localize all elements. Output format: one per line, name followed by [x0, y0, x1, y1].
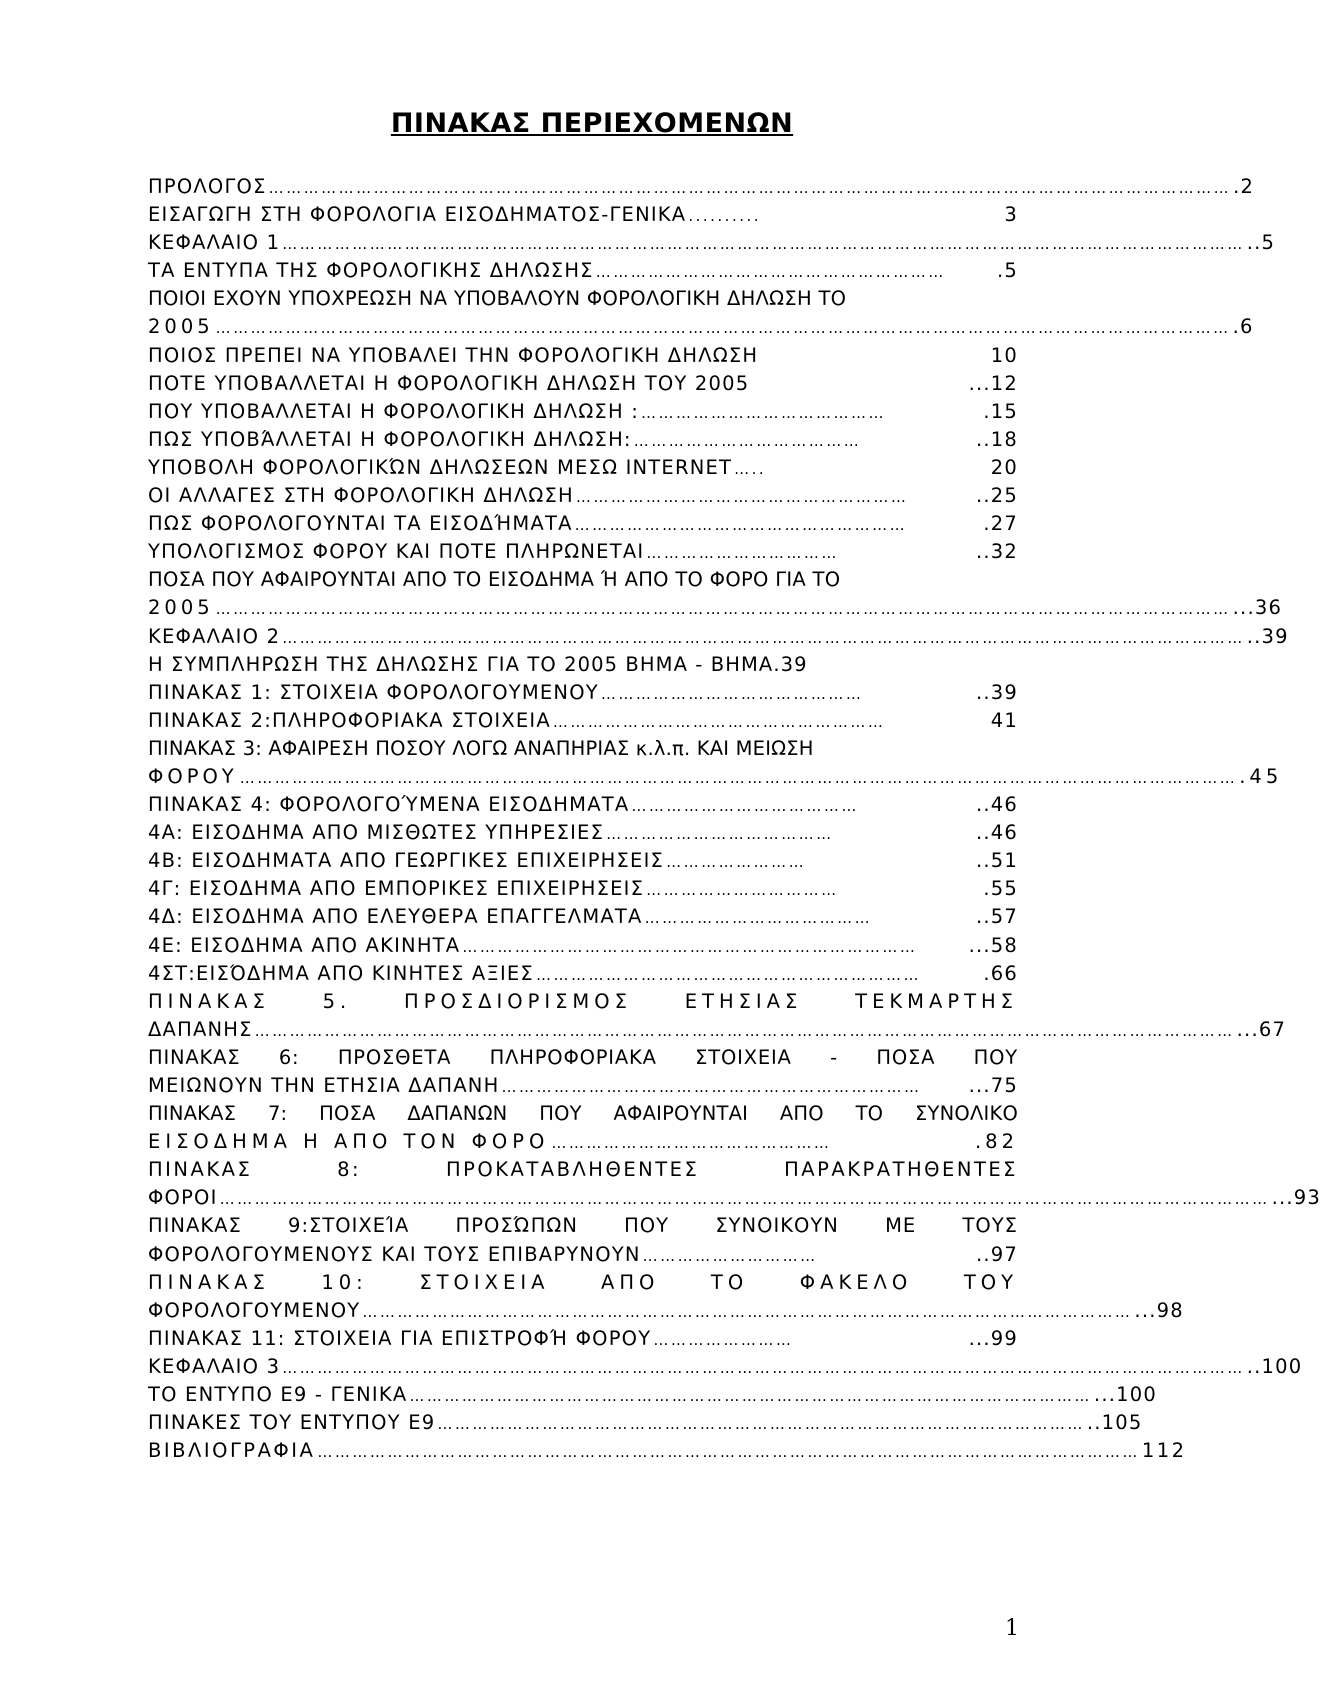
toc-leader-dots: …………………………………………	[551, 1134, 832, 1153]
toc-entry	[148, 932, 1018, 960]
toc-entry-label: ΦΟΡΟΥ	[148, 764, 238, 788]
toc-entry-label: ΒΙΒΛΙΟΓΡΑΦΙΑ	[148, 1439, 316, 1463]
toc-entry-label: 4Β: ΕΙΣΟΔΗΜΑΤΑ ΑΠΟ ΓΕΩΡΓΙΚΕΣ ΕΠΙΧΕΙΡΗΣΕΙΣ	[148, 849, 665, 873]
toc-entry-label: ΠΙΝΑΚΑΣ 11: ΣΤΟΙΧΕΙΑ ΓΙΑ ΕΠΙΣΤΡΟΦΉ ΦΟΡΟΥ	[148, 1326, 652, 1350]
toc-entry-label: 4Α: ΕΙΣΟΔΗΜΑ ΑΠΟ ΜΙΣΘΩΤΕΣ ΥΠΗΡΕΣΙΕΣ	[148, 821, 605, 845]
toc-entry-page: ..25	[975, 484, 1018, 508]
toc-entry	[148, 510, 1018, 538]
toc-leader-dots: ……………………………………………………………………	[462, 937, 918, 956]
toc-entry-label: ΕΙΣΟΔΗΜΑ Η ΑΠΟ ΤΟΝ ΦΟΡΟ	[148, 1130, 550, 1154]
toc-entry-label: 2005	[148, 315, 214, 339]
toc-leader-dots: …………………………………………………………………………………………………	[437, 1415, 1085, 1434]
toc-entry-line: ΠΙΝΑΚΑΣ 3: ΑΦΑΙΡΕΣΗ ΠΟΣΟΥ ΛΟΓΩ ΑΝΑΠΗΡΙΑΣ κ.λ.π. ΚΑΙ ΜΕΙΩΣΗ	[148, 736, 814, 760]
toc-entry-line: ΠΙΝΑΚΑΣ 9:ΣΤΟΙΧΕΊΑ ΠΡΟΣΏΠΩΝ ΠΟΥ ΣΥΝΟΙΚΟΥΝ ΜΕ ΤΟΥΣ	[148, 1214, 1018, 1238]
toc-entry-page: .82	[974, 1130, 1018, 1154]
toc-entry	[148, 707, 1018, 735]
toc-entry-label: 4ΣΤ:ΕΙΣΌΔΗΜΑ ΑΠΟ ΚΙΝΗΤΕΣ ΑΞΙΕΣ	[148, 961, 534, 985]
toc-entry-page: ...98	[1134, 1298, 1184, 1322]
toc-entry-page: ...93	[1271, 1186, 1321, 1210]
toc-entry-page: .15	[983, 399, 1018, 423]
toc-entry	[148, 1353, 1303, 1381]
toc-entry-label: ΦΟΡΟΙ	[148, 1186, 218, 1210]
toc-entry-line: ΠΟΙΟΙ ΕΧΟΥΝ ΥΠΟΧΡΕΩΣΗ ΝΑ ΥΠΟΒΑΛΟΥΝ ΦΟΡΟΛΟΓΙΚΗ ΔΗΛΩΣΗ ΤΟ	[148, 287, 847, 311]
toc-leader-dots: ………………………………………………………………	[501, 1078, 922, 1096]
toc-entry-page: ..39	[975, 680, 1018, 704]
toc-entry	[148, 1325, 1018, 1353]
page-title: ΠΙΝΑΚΑΣ ΠΕΡΙΕΧΟΜΕΝΩΝ	[390, 108, 794, 139]
toc-entry-page: ..57	[975, 905, 1018, 929]
toc-entry-label: ΠΙΝΑΚΕΣ ΤΟΥ ΕΝΤΥΠΟΥ Ε9	[148, 1411, 436, 1435]
toc-entry	[148, 903, 1018, 931]
toc-leader-dots: ……………………………………………………………………………………………………………………	[362, 1302, 1133, 1321]
toc-entry-page: .6	[1232, 315, 1254, 339]
toc-entry-label: 4Γ: ΕΙΣΟΔΗΜΑ ΑΠΟ ΕΜΠΟΡΙΚΕΣ ΕΠΙΧΕΙΡΗΣΕΙΣ	[148, 877, 645, 901]
toc-entry-label: ΔΑΠΑΝΗΣ	[148, 1017, 253, 1041]
toc-entry-page: ..100	[1246, 1354, 1303, 1378]
toc-entry-line: Η ΣΥΜΠΛΗΡΩΣΗ ΤΗΣ ΔΗΛΩΣΗΣ ΓΙΑ ΤΟ 2005 ΒΗΜΑ - ΒΗΜΑ.39	[148, 652, 808, 676]
toc-entry-label: ΚΕΦΑΛΑΙΟ 2	[148, 624, 281, 648]
toc-entry-label: ΠΙΝΑΚΑΣ 2:ΠΛΗΡΟΦΟΡΙΑΚΑ ΣΤΟΙΧΕΙΑ	[148, 708, 551, 732]
toc-leader-dots: ……………………………………………………	[595, 263, 946, 282]
toc-entry-page: ..46	[975, 821, 1018, 845]
toc-entry	[148, 370, 1018, 398]
toc-entry	[148, 960, 1018, 988]
toc-leader-dots: …………………………………	[633, 431, 862, 450]
toc-entry-label: ΤΑ ΕΝΤΥΠΑ ΤΗΣ ΦΟΡΟΛΟΓΙΚΗΣ ΔΗΛΩΣΗΣ	[148, 259, 594, 283]
toc-entry	[148, 1241, 1018, 1269]
toc-entry	[148, 201, 1018, 229]
toc-entry-page: ...67	[1236, 1017, 1287, 1041]
toc-entry-label: ΠΟΥ ΥΠΟΒΑΛΛΕΤΑΙ Η ΦΟΡΟΛΟΓΙΚΗ ΔΗΛΩΣΗ :	[148, 399, 639, 423]
toc-leader-dots: …………………………………………………………………………………………………………………………………………………………	[215, 319, 1231, 338]
toc-entry-label: ΠΟΤΕ ΥΠΟΒΑΛΛΕΤΑΙ Η ΦΟΡΟΛΟΓΙΚΗ ΔΗΛΩΣΗ ΤΟΥ 2005	[148, 371, 750, 395]
toc-entry	[148, 1184, 1321, 1212]
toc-entry-page: ..105	[1086, 1411, 1143, 1435]
toc-entry-line: ΠΙΝΑΚΑΣ 7: ΠΟΣΑ ΔΑΠΑΝΩΝ ΠΟΥ ΑΦΑΙΡΟΥΝΤΑΙ ΑΠΟ ΤΟ ΣΥΝΟΛΙΚΟ	[148, 1102, 1018, 1126]
toc-leader-dots: …………………………………………………………………………………………………………………………………………………	[282, 1358, 1245, 1377]
toc-entry-page: ..5	[1246, 231, 1276, 255]
toc-entry-line: ΠΙΝΑΚΑΣ 8: ΠΡΟΚΑΤΑΒΛΗΘΕΝΤΕΣ ΠΑΡΑΚΡΑΤΗΘΕΝΤΕΣ	[148, 1158, 1018, 1182]
toc-entry-label: ΚΕΦΑΛΑΙΟ 1	[148, 231, 281, 255]
toc-entry-page: .66	[983, 961, 1018, 985]
toc-leader-dots: …………………………	[642, 1246, 818, 1265]
toc-leader-dots: ………………………………………………………………………………………………………	[409, 1387, 1092, 1406]
toc-entry-label: 2005	[148, 596, 214, 620]
toc-entry	[148, 1016, 1287, 1044]
toc-leader-dots: ………………………………………	[600, 684, 864, 703]
toc-leader-dots: ..........	[688, 207, 762, 226]
toc-leader-dots: …………………………………	[631, 797, 859, 816]
toc-entry-label: 4Ε: ΕΙΣΟΔΗΜΑ ΑΠΟ ΑΚΙΝΗΤΑ	[148, 933, 461, 957]
toc-entry-page: .5	[996, 259, 1018, 283]
toc-entry	[148, 679, 1018, 707]
toc-entry-label: 4Δ: ΕΙΣΟΔΗΜΑ ΑΠΟ ΕΛΕΥΘΕΡΑ ΕΠΑΓΓΕΛΜΑΤΑ	[148, 905, 643, 929]
toc-entry-page: ..39	[1246, 624, 1289, 648]
toc-entry-page: 10	[990, 343, 1018, 367]
toc-entry-page: ..46	[975, 793, 1018, 817]
toc-entry-page: ..51	[975, 849, 1018, 873]
toc-leader-dots: …………………………………………………………………………………………………………………………………………………	[282, 628, 1245, 647]
toc-entry-label: ΕΙΣΑΓΩΓΗ ΣΤΗ ΦΟΡΟΛΟΓΙΑ ΕΙΣΟΔΗΜΑΤΟΣ-ΓΕΝΙΚΑ	[148, 203, 687, 227]
toc-entry-page: ...36	[1232, 596, 1283, 620]
toc-entry-label: ΥΠΟΛΟΓΙΣΜΟΣ ΦΟΡΟΥ ΚΑΙ ΠΟΤΕ ΠΛΗΡΩΝΕΤΑΙ	[148, 540, 645, 564]
toc-entry	[148, 623, 1289, 651]
toc-entry-page: ...75	[968, 1074, 1018, 1097]
toc-entry-label: ΠΙΝΑΚΑΣ 4: ΦΟΡΟΛΟΓΟΎΜΕΝΑ ΕΙΣΟΔΗΜΑΤΑ	[148, 793, 630, 817]
toc-entry-label: ΠΡΟΛΟΓΟΣ	[148, 175, 267, 198]
toc-entry	[148, 313, 1254, 341]
toc-entry	[148, 1409, 1143, 1437]
toc-entry-label: ΚΕΦΑΛΑΙΟ 3	[148, 1354, 281, 1378]
toc-entry-page: 20	[990, 455, 1018, 479]
toc-entry-page: .45	[1239, 764, 1283, 788]
toc-leader-dots: …………………………………………………	[574, 516, 908, 535]
toc-leader-dots: ……………………………………	[640, 403, 886, 422]
toc-entry-page: .55	[983, 877, 1018, 901]
toc-leader-dots: ……………………………………………………………………………………………………………………………………………………	[254, 1021, 1235, 1040]
toc-entry	[148, 229, 1276, 257]
toc-entry-label: ΠΟΙΟΣ ΠΡΕΠΕΙ ΝΑ ΥΠΟΒΑΛΕΙ ΤΗΝ ΦΟΡΟΛΟΓΙΚΗ ΔΗΛΩΣΗ	[148, 343, 759, 367]
table-of-contents	[148, 173, 1321, 1465]
toc-leader-dots: …………………………………………………………	[535, 965, 921, 984]
toc-entry-label: ΠΩΣ ΦΟΡΟΛΟΓΟΥΝΤΑΙ ΤΑ ΕΙΣΟΔΉΜΑΤΑ	[148, 512, 573, 536]
toc-leader-dots: ………………………………………………………………………………………………………………………………………………………………	[219, 1190, 1270, 1209]
toc-entry-label: ΦΟΡΟΛΟΓΟΥΜΕΝΟΥΣ ΚΑΙ ΤΟΥΣ ΕΠΙΒΑΡΥΝΟΥΝ	[148, 1242, 641, 1266]
toc-entry-page: .2	[1233, 175, 1255, 198]
toc-entry-label: ΦΟΡΟΛΟΓΟΥΜΕΝΟΥ	[148, 1298, 361, 1322]
toc-entry-label: ΠΙΝΑΚΑΣ 1: ΣΤΟΙΧΕΙΑ ΦΟΡΟΛΟΓΟΥΜΕΝΟΥ	[148, 680, 599, 704]
toc-entry-page: 112	[1141, 1439, 1187, 1463]
toc-entry	[148, 1381, 1157, 1409]
toc-entry-label: ΟΙ ΑΛΛΑΓΕΣ ΣΤΗ ΦΟΡΟΛΟΓΙΚΗ ΔΗΛΩΣΗ	[148, 484, 574, 508]
toc-entry-page: .27	[983, 512, 1018, 536]
toc-entry-page: ...99	[968, 1326, 1018, 1350]
toc-entry	[148, 454, 1018, 482]
toc-entry	[148, 538, 1018, 566]
toc-entry	[148, 594, 1283, 622]
toc-entry-page: ...100	[1093, 1383, 1157, 1407]
toc-entry-label: ΥΠΟΒΟΛΗ ΦΟΡΟΛΟΓΙΚΏΝ ΔΗΛΩΣΕΩΝ ΜΕΣΩ INTERNET	[148, 455, 733, 479]
toc-entry	[148, 398, 1018, 426]
toc-entry	[148, 257, 1018, 285]
toc-entry-page: 41	[990, 708, 1018, 732]
toc-entry-page: ..18	[975, 427, 1018, 451]
toc-leader-dots: …………………………………	[606, 825, 834, 844]
toc-entry-page: ...12	[968, 371, 1018, 395]
toc-leader-dots: …………………………………………………………………………………………………………………………………………………………	[215, 600, 1231, 619]
toc-leader-dots: ……………………	[653, 1330, 794, 1349]
toc-entry-label: ΠΩΣ ΥΠΟΒΆΛΛΕΤΑΙ Η ΦΟΡΟΛΟΓΙΚΗ ΔΗΛΩΣΗ:	[148, 427, 632, 451]
toc-leader-dots: …………………………………………………	[552, 712, 886, 731]
toc-entry-page: ...58	[968, 933, 1018, 957]
toc-entry	[148, 847, 1018, 875]
toc-leader-dots: …………………………………………………………………………………………………………………………………………………	[268, 179, 1232, 197]
toc-leader-dots: ………………………………………………………………………………………………………………………………………………………	[239, 768, 1238, 787]
toc-leader-dots: ……………………………	[646, 544, 839, 563]
toc-entry	[148, 1072, 1018, 1100]
page-number: 1	[1005, 1616, 1019, 1641]
toc-leader-dots: …………………………………………………………………………………………………………………………………………………	[282, 235, 1245, 254]
toc-entry	[148, 173, 1255, 201]
toc-leader-dots: ……………………………………………………………………………………………………………………………	[317, 1443, 1140, 1462]
toc-entry	[148, 819, 1018, 847]
toc-leader-dots: …..	[734, 459, 767, 478]
toc-entry-line: ΠΙΝΑΚΑΣ 10: ΣΤΟΙΧΕΙΑ ΑΠΟ ΤΟ ΦΑΚΕΛΟ ΤΟΥ	[148, 1270, 1018, 1294]
toc-entry	[148, 1437, 1187, 1465]
toc-entry-page: 3	[1004, 203, 1018, 227]
toc-entry-line: ΠΙΝΑΚΑΣ 5. ΠΡΟΣΔΙΟΡΙΣΜΟΣ ΕΤΗΣΙΑΣ ΤΕΚΜΑΡΤΗΣ	[148, 989, 1018, 1013]
toc-entry-line: ΠΙΝΑΚΑΣ 6: ΠΡΟΣΘΕΤΑ ΠΛΗΡΟΦΟΡΙΑΚΑ ΣΤΟΙΧΕΙΑ - ΠΟΣΑ ΠΟΥ	[148, 1045, 1018, 1069]
toc-entry	[148, 342, 1018, 370]
toc-entry-page: ..32	[975, 540, 1018, 564]
toc-leader-dots: …………………………………………………	[575, 488, 909, 507]
toc-entry-label: ΤΟ ΕΝΤΥΠΟ Ε9 - ΓΕΝΙΚΑ	[148, 1383, 408, 1407]
toc-entry-line: ΠΟΣΑ ΠΟΥ ΑΦΑΙΡΟΥΝΤΑΙ ΑΠΟ ΤΟ ΕΙΣΟΔΗΜΑ Ή ΑΠΟ ΤΟ ΦΟΡΟ ΓΙΑ ΤΟ	[148, 568, 841, 592]
toc-leader-dots: …………………………………	[644, 909, 873, 928]
toc-entry	[148, 875, 1018, 903]
toc-leader-dots: ……………………	[666, 853, 807, 872]
toc-entry	[148, 763, 1283, 791]
toc-entry-label: ΜΕΙΩΝΟΥΝ ΤΗΝ ΕΤΗΣΙΑ ΔΑΠΑΝΗ	[148, 1074, 500, 1097]
toc-entry	[148, 1128, 1018, 1156]
toc-entry	[148, 791, 1018, 819]
toc-entry	[148, 1297, 1184, 1325]
toc-leader-dots: ……………………………	[646, 881, 839, 900]
toc-entry	[148, 426, 1018, 454]
toc-entry	[148, 482, 1018, 510]
toc-entry-page: ..97	[975, 1242, 1018, 1266]
